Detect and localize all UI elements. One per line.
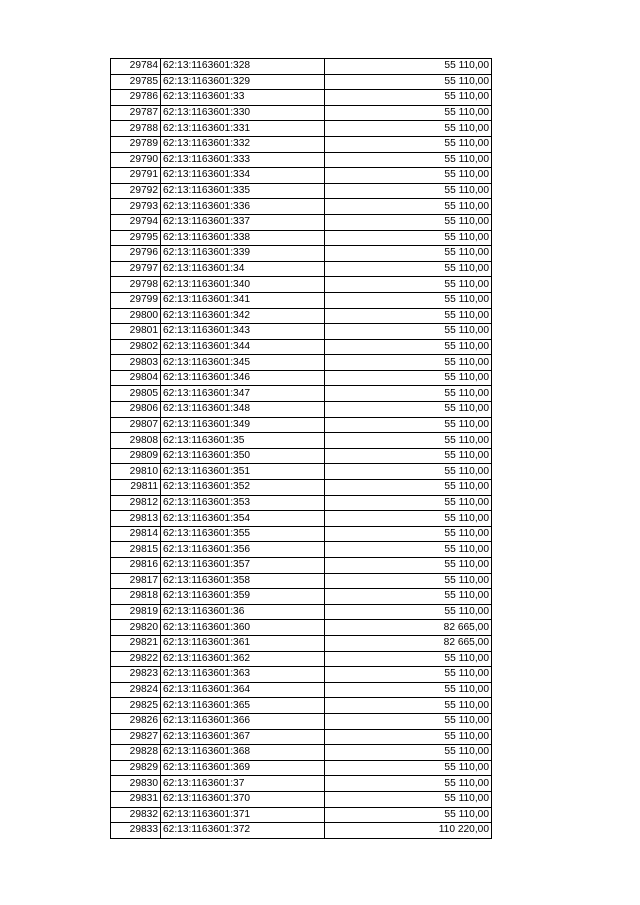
table-row bbox=[111, 199, 492, 215]
value-cell: 55 110,00 bbox=[325, 698, 492, 714]
value-cell: 55 110,00 bbox=[325, 308, 492, 324]
cadastral-number-cell: 62:13:1163601:346 bbox=[161, 370, 325, 386]
table-row bbox=[111, 74, 492, 90]
value-cell: 55 110,00 bbox=[325, 558, 492, 574]
row-number-cell: 29805 bbox=[111, 386, 161, 402]
row-number-cell: 29788 bbox=[111, 121, 161, 137]
value-cell: 55 110,00 bbox=[325, 136, 492, 152]
table-row bbox=[111, 651, 492, 667]
row-number-cell: 29822 bbox=[111, 651, 161, 667]
row-number-cell: 29793 bbox=[111, 199, 161, 215]
cadastral-number-cell: 62:13:1163601:334 bbox=[161, 168, 325, 184]
cadastral-number-cell: 62:13:1163601:332 bbox=[161, 136, 325, 152]
cadastral-number-cell: 62:13:1163601:343 bbox=[161, 324, 325, 340]
cadastral-number-cell: 62:13:1163601:33 bbox=[161, 90, 325, 106]
cadastral-number-cell: 62:13:1163601:344 bbox=[161, 339, 325, 355]
cadastral-number-cell: 62:13:1163601:36 bbox=[161, 604, 325, 620]
table-row bbox=[111, 261, 492, 277]
cadastral-number-cell: 62:13:1163601:352 bbox=[161, 480, 325, 496]
table-row bbox=[111, 59, 492, 75]
row-number-cell: 29825 bbox=[111, 698, 161, 714]
value-cell: 55 110,00 bbox=[325, 183, 492, 199]
cadastral-number-cell: 62:13:1163601:345 bbox=[161, 355, 325, 371]
value-cell: 55 110,00 bbox=[325, 807, 492, 823]
table-row bbox=[111, 573, 492, 589]
row-number-cell: 29807 bbox=[111, 417, 161, 433]
cadastral-number-cell: 62:13:1163601:359 bbox=[161, 589, 325, 605]
table-row bbox=[111, 417, 492, 433]
cadastral-number-cell: 62:13:1163601:330 bbox=[161, 105, 325, 121]
cadastral-number-cell: 62:13:1163601:360 bbox=[161, 620, 325, 636]
value-cell: 55 110,00 bbox=[325, 776, 492, 792]
cadastral-number-cell: 62:13:1163601:341 bbox=[161, 292, 325, 308]
table-row bbox=[111, 604, 492, 620]
row-number-cell: 29806 bbox=[111, 402, 161, 418]
row-number-cell: 29824 bbox=[111, 682, 161, 698]
table-row bbox=[111, 402, 492, 418]
table-row bbox=[111, 433, 492, 449]
value-cell: 55 110,00 bbox=[325, 542, 492, 558]
row-number-cell: 29800 bbox=[111, 308, 161, 324]
row-number-cell: 29798 bbox=[111, 277, 161, 293]
table-row bbox=[111, 448, 492, 464]
cadastral-number-cell: 62:13:1163601:355 bbox=[161, 526, 325, 542]
cadastral-number-cell: 62:13:1163601:354 bbox=[161, 511, 325, 527]
table-row bbox=[111, 324, 492, 340]
table-row bbox=[111, 791, 492, 807]
table-row bbox=[111, 214, 492, 230]
cadastral-number-cell: 62:13:1163601:35 bbox=[161, 433, 325, 449]
row-number-cell: 29791 bbox=[111, 168, 161, 184]
table-row bbox=[111, 495, 492, 511]
cadastral-number-cell: 62:13:1163601:348 bbox=[161, 402, 325, 418]
cadastral-number-cell: 62:13:1163601:342 bbox=[161, 308, 325, 324]
value-cell: 55 110,00 bbox=[325, 214, 492, 230]
table-row bbox=[111, 480, 492, 496]
value-cell: 55 110,00 bbox=[325, 90, 492, 106]
cadastral-number-cell: 62:13:1163601:349 bbox=[161, 417, 325, 433]
value-cell: 55 110,00 bbox=[325, 370, 492, 386]
row-number-cell: 29828 bbox=[111, 745, 161, 761]
row-number-cell: 29829 bbox=[111, 760, 161, 776]
table-row bbox=[111, 698, 492, 714]
value-cell: 55 110,00 bbox=[325, 448, 492, 464]
cadastral-number-cell: 62:13:1163601:340 bbox=[161, 277, 325, 293]
table-row bbox=[111, 136, 492, 152]
table-row bbox=[111, 776, 492, 792]
table-row bbox=[111, 745, 492, 761]
row-number-cell: 29810 bbox=[111, 464, 161, 480]
value-cell: 55 110,00 bbox=[325, 246, 492, 262]
row-number-cell: 29786 bbox=[111, 90, 161, 106]
cadastral-number-cell: 62:13:1163601:331 bbox=[161, 121, 325, 137]
row-number-cell: 29796 bbox=[111, 246, 161, 262]
value-cell: 55 110,00 bbox=[325, 386, 492, 402]
table-row bbox=[111, 760, 492, 776]
table-row bbox=[111, 682, 492, 698]
cadastral-number-cell: 62:13:1163601:353 bbox=[161, 495, 325, 511]
row-number-cell: 29812 bbox=[111, 495, 161, 511]
value-cell: 55 110,00 bbox=[325, 573, 492, 589]
cadastral-value-table bbox=[110, 58, 492, 839]
value-cell: 55 110,00 bbox=[325, 433, 492, 449]
value-cell: 55 110,00 bbox=[325, 729, 492, 745]
table-row bbox=[111, 292, 492, 308]
value-cell: 55 110,00 bbox=[325, 402, 492, 418]
row-number-cell: 29809 bbox=[111, 448, 161, 464]
row-number-cell: 29831 bbox=[111, 791, 161, 807]
cadastral-number-cell: 62:13:1163601:336 bbox=[161, 199, 325, 215]
row-number-cell: 29830 bbox=[111, 776, 161, 792]
cadastral-number-cell: 62:13:1163601:329 bbox=[161, 74, 325, 90]
row-number-cell: 29823 bbox=[111, 667, 161, 683]
value-cell: 55 110,00 bbox=[325, 74, 492, 90]
table-row bbox=[111, 183, 492, 199]
table-row bbox=[111, 277, 492, 293]
table-row bbox=[111, 386, 492, 402]
value-cell: 55 110,00 bbox=[325, 511, 492, 527]
value-cell: 55 110,00 bbox=[325, 480, 492, 496]
cadastral-number-cell: 62:13:1163601:350 bbox=[161, 448, 325, 464]
table-row bbox=[111, 511, 492, 527]
cadastral-number-cell: 62:13:1163601:365 bbox=[161, 698, 325, 714]
row-number-cell: 29813 bbox=[111, 511, 161, 527]
value-cell: 55 110,00 bbox=[325, 261, 492, 277]
table-row bbox=[111, 121, 492, 137]
cadastral-number-cell: 62:13:1163601:328 bbox=[161, 59, 325, 75]
cadastral-number-cell: 62:13:1163601:338 bbox=[161, 230, 325, 246]
value-cell: 55 110,00 bbox=[325, 651, 492, 667]
row-number-cell: 29820 bbox=[111, 620, 161, 636]
row-number-cell: 29827 bbox=[111, 729, 161, 745]
row-number-cell: 29804 bbox=[111, 370, 161, 386]
value-cell: 55 110,00 bbox=[325, 682, 492, 698]
cadastral-number-cell: 62:13:1163601:371 bbox=[161, 807, 325, 823]
value-cell: 55 110,00 bbox=[325, 121, 492, 137]
value-cell: 55 110,00 bbox=[325, 464, 492, 480]
table-row bbox=[111, 635, 492, 651]
row-number-cell: 29797 bbox=[111, 261, 161, 277]
row-number-cell: 29784 bbox=[111, 59, 161, 75]
table-row bbox=[111, 230, 492, 246]
cadastral-number-cell: 62:13:1163601:37 bbox=[161, 776, 325, 792]
table-row bbox=[111, 542, 492, 558]
row-number-cell: 29794 bbox=[111, 214, 161, 230]
value-cell: 55 110,00 bbox=[325, 417, 492, 433]
row-number-cell: 29792 bbox=[111, 183, 161, 199]
cadastral-number-cell: 62:13:1163601:367 bbox=[161, 729, 325, 745]
table-row bbox=[111, 589, 492, 605]
table-row bbox=[111, 667, 492, 683]
cadastral-number-cell: 62:13:1163601:364 bbox=[161, 682, 325, 698]
row-number-cell: 29818 bbox=[111, 589, 161, 605]
table-row bbox=[111, 308, 492, 324]
value-cell: 55 110,00 bbox=[325, 277, 492, 293]
value-cell: 55 110,00 bbox=[325, 199, 492, 215]
cadastral-number-cell: 62:13:1163601:333 bbox=[161, 152, 325, 168]
value-cell: 55 110,00 bbox=[325, 59, 492, 75]
cadastral-number-cell: 62:13:1163601:337 bbox=[161, 214, 325, 230]
table-row bbox=[111, 823, 492, 839]
row-number-cell: 29826 bbox=[111, 713, 161, 729]
row-number-cell: 29801 bbox=[111, 324, 161, 340]
cadastral-number-cell: 62:13:1163601:366 bbox=[161, 713, 325, 729]
value-cell: 55 110,00 bbox=[325, 526, 492, 542]
value-cell: 55 110,00 bbox=[325, 339, 492, 355]
table-row bbox=[111, 713, 492, 729]
value-cell: 55 110,00 bbox=[325, 168, 492, 184]
cadastral-number-cell: 62:13:1163601:356 bbox=[161, 542, 325, 558]
row-number-cell: 29814 bbox=[111, 526, 161, 542]
table-row bbox=[111, 370, 492, 386]
row-number-cell: 29802 bbox=[111, 339, 161, 355]
row-number-cell: 29785 bbox=[111, 74, 161, 90]
value-cell: 55 110,00 bbox=[325, 355, 492, 371]
value-cell: 55 110,00 bbox=[325, 745, 492, 761]
cadastral-number-cell: 62:13:1163601:339 bbox=[161, 246, 325, 262]
row-number-cell: 29832 bbox=[111, 807, 161, 823]
cadastral-number-cell: 62:13:1163601:368 bbox=[161, 745, 325, 761]
value-cell: 55 110,00 bbox=[325, 589, 492, 605]
table-row bbox=[111, 355, 492, 371]
table-row bbox=[111, 620, 492, 636]
cadastral-number-cell: 62:13:1163601:363 bbox=[161, 667, 325, 683]
row-number-cell: 29811 bbox=[111, 480, 161, 496]
table-row bbox=[111, 90, 492, 106]
table-row bbox=[111, 168, 492, 184]
table-row bbox=[111, 807, 492, 823]
value-cell: 110 220,00 bbox=[325, 823, 492, 839]
row-number-cell: 29789 bbox=[111, 136, 161, 152]
row-number-cell: 29821 bbox=[111, 635, 161, 651]
table-row bbox=[111, 246, 492, 262]
value-cell: 82 665,00 bbox=[325, 620, 492, 636]
cadastral-number-cell: 62:13:1163601:351 bbox=[161, 464, 325, 480]
document-page bbox=[110, 58, 491, 839]
table-row bbox=[111, 558, 492, 574]
row-number-cell: 29795 bbox=[111, 230, 161, 246]
cadastral-number-cell: 62:13:1163601:362 bbox=[161, 651, 325, 667]
row-number-cell: 29833 bbox=[111, 823, 161, 839]
row-number-cell: 29815 bbox=[111, 542, 161, 558]
table-row bbox=[111, 729, 492, 745]
cadastral-number-cell: 62:13:1163601:335 bbox=[161, 183, 325, 199]
value-cell: 82 665,00 bbox=[325, 635, 492, 651]
value-cell: 55 110,00 bbox=[325, 713, 492, 729]
table-row bbox=[111, 152, 492, 168]
cadastral-number-cell: 62:13:1163601:357 bbox=[161, 558, 325, 574]
row-number-cell: 29816 bbox=[111, 558, 161, 574]
table-row bbox=[111, 339, 492, 355]
value-cell: 55 110,00 bbox=[325, 292, 492, 308]
cadastral-number-cell: 62:13:1163601:34 bbox=[161, 261, 325, 277]
cadastral-number-cell: 62:13:1163601:369 bbox=[161, 760, 325, 776]
value-cell: 55 110,00 bbox=[325, 604, 492, 620]
cadastral-number-cell: 62:13:1163601:372 bbox=[161, 823, 325, 839]
value-cell: 55 110,00 bbox=[325, 230, 492, 246]
value-cell: 55 110,00 bbox=[325, 105, 492, 121]
row-number-cell: 29787 bbox=[111, 105, 161, 121]
table-body bbox=[111, 59, 492, 839]
value-cell: 55 110,00 bbox=[325, 495, 492, 511]
table-row bbox=[111, 105, 492, 121]
cadastral-number-cell: 62:13:1163601:370 bbox=[161, 791, 325, 807]
value-cell: 55 110,00 bbox=[325, 791, 492, 807]
row-number-cell: 29817 bbox=[111, 573, 161, 589]
cadastral-number-cell: 62:13:1163601:347 bbox=[161, 386, 325, 402]
table-row bbox=[111, 526, 492, 542]
row-number-cell: 29819 bbox=[111, 604, 161, 620]
row-number-cell: 29803 bbox=[111, 355, 161, 371]
row-number-cell: 29799 bbox=[111, 292, 161, 308]
cadastral-number-cell: 62:13:1163601:358 bbox=[161, 573, 325, 589]
value-cell: 55 110,00 bbox=[325, 152, 492, 168]
row-number-cell: 29808 bbox=[111, 433, 161, 449]
value-cell: 55 110,00 bbox=[325, 324, 492, 340]
table-row bbox=[111, 464, 492, 480]
row-number-cell: 29790 bbox=[111, 152, 161, 168]
cadastral-number-cell: 62:13:1163601:361 bbox=[161, 635, 325, 651]
value-cell: 55 110,00 bbox=[325, 667, 492, 683]
value-cell: 55 110,00 bbox=[325, 760, 492, 776]
